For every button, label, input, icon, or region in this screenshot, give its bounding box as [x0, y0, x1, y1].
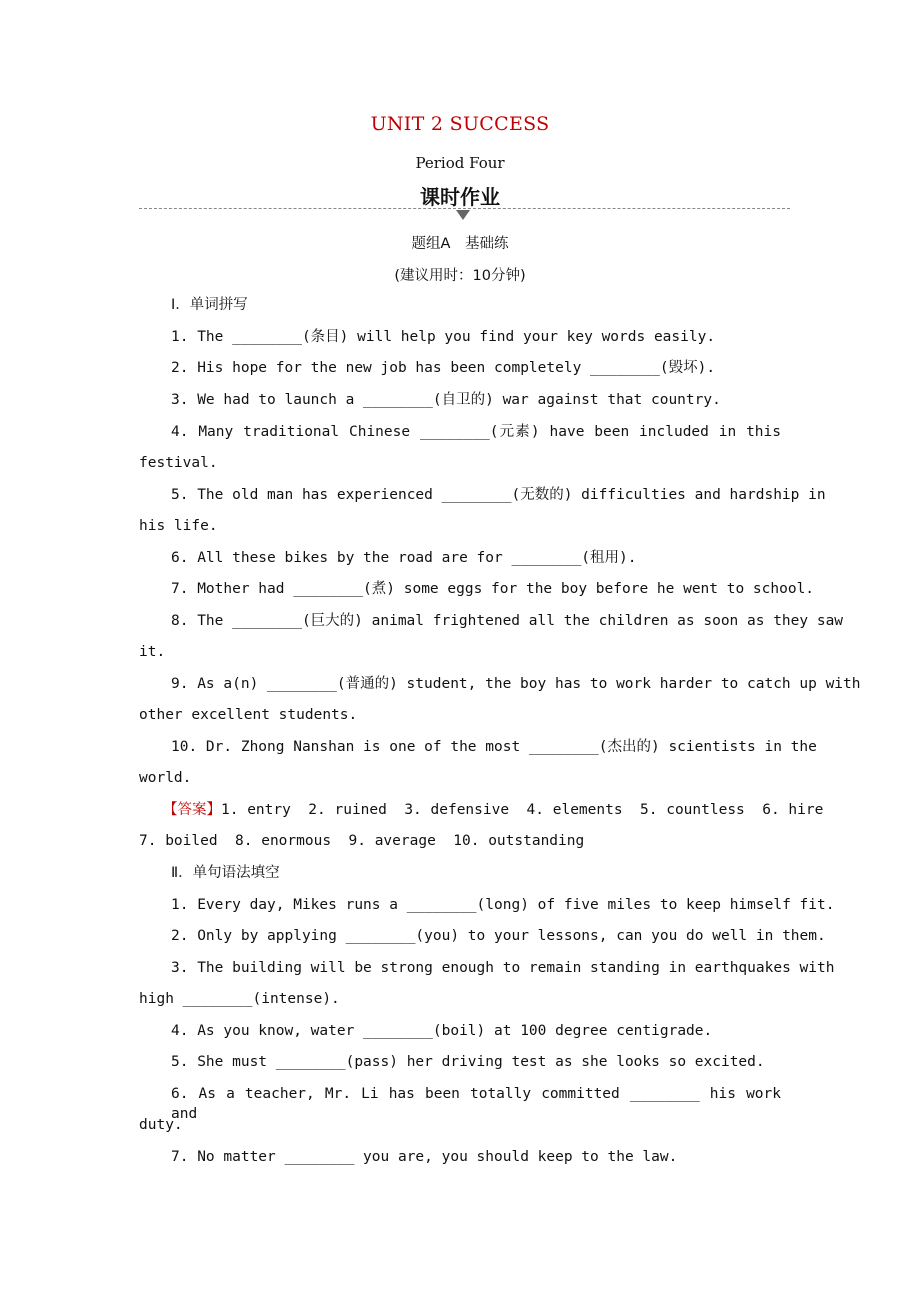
section1-line: 8. The ________(巨大的) animal frightened all the children as soon as they saw	[171, 613, 844, 629]
period-label: Period Four	[415, 154, 505, 172]
section1-line: his life.	[139, 518, 218, 534]
section2-heading: Ⅱ．单句语法填空	[171, 865, 280, 881]
section1-line: 4. Many traditional Chinese ________(元素) have been included in this	[171, 424, 781, 440]
answer-row	[163, 800, 823, 820]
section2-line: 2. Only by applying ________(you) to your lessons, can you do well in them.	[171, 928, 826, 944]
section2-line: 1. Every day, Mikes runs a ________(long) of five miles to keep himself fit.	[171, 897, 835, 913]
section2-line: duty.	[139, 1117, 183, 1133]
homework-title: 课时作业	[420, 185, 500, 209]
triangle-down-icon	[456, 210, 470, 220]
answer-text: 1. entry 2. ruined 3. defensive 4. elements 5. countless 6. hire	[221, 802, 824, 818]
section1-line: other excellent students.	[139, 707, 358, 723]
section2-line: 5. She must ________(pass) her driving test as she looks so excited.	[171, 1054, 765, 1070]
unit-title: UNIT 2 SUCCESS	[370, 113, 550, 135]
group-title: 题组A 基础练	[411, 236, 509, 252]
section2-line: 7. No matter ________ you are, you should keep to the law.	[171, 1149, 678, 1165]
section1-line: 9. As a(n) ________(普通的) student, the boy has to work harder to catch up with	[171, 676, 861, 692]
section1-line: 1. The ________(条目) will help you find your key words easily.	[171, 329, 716, 345]
divider	[139, 208, 790, 209]
answer-text: 7. boiled 8. enormous 9. average 10. outstanding	[139, 833, 585, 849]
time-note: (建议用时：10分钟)	[394, 268, 526, 284]
section1-line: 6. All these bikes by the road are for ________(租用).	[171, 550, 637, 566]
section1-line: 5. The old man has experienced ________(无数的) difficulties and hardship in	[171, 487, 826, 503]
section1-line: 2. His hope for the new job has been completely ________(毁坏).	[171, 360, 716, 376]
section1-heading: Ⅰ．单词拼写	[171, 297, 248, 313]
answer-label: 【答案】	[163, 802, 221, 818]
section2-line: high ________(intense).	[139, 991, 340, 1007]
section1-line: 3. We had to launch a ________(自卫的) war against that country.	[171, 392, 721, 408]
section2-line: 4. As you know, water ________(boil) at 100 degree centigrade.	[171, 1023, 713, 1039]
section1-line: world.	[139, 770, 192, 786]
section1-line: festival.	[139, 455, 218, 471]
section2-line: 3. The building will be strong enough to remain standing in earthquakes with	[171, 960, 835, 976]
section1-line: 7. Mother had ________(煮) some eggs for the boy before he went to school.	[171, 581, 815, 597]
section1-line: 10. Dr. Zhong Nanshan is one of the most ________(杰出的) scientists in the	[171, 739, 817, 755]
section1-line: it.	[139, 644, 166, 660]
section2-line: 6. As a teacher, Mr. Li has been totally committed ________ his work and	[171, 1086, 781, 1122]
